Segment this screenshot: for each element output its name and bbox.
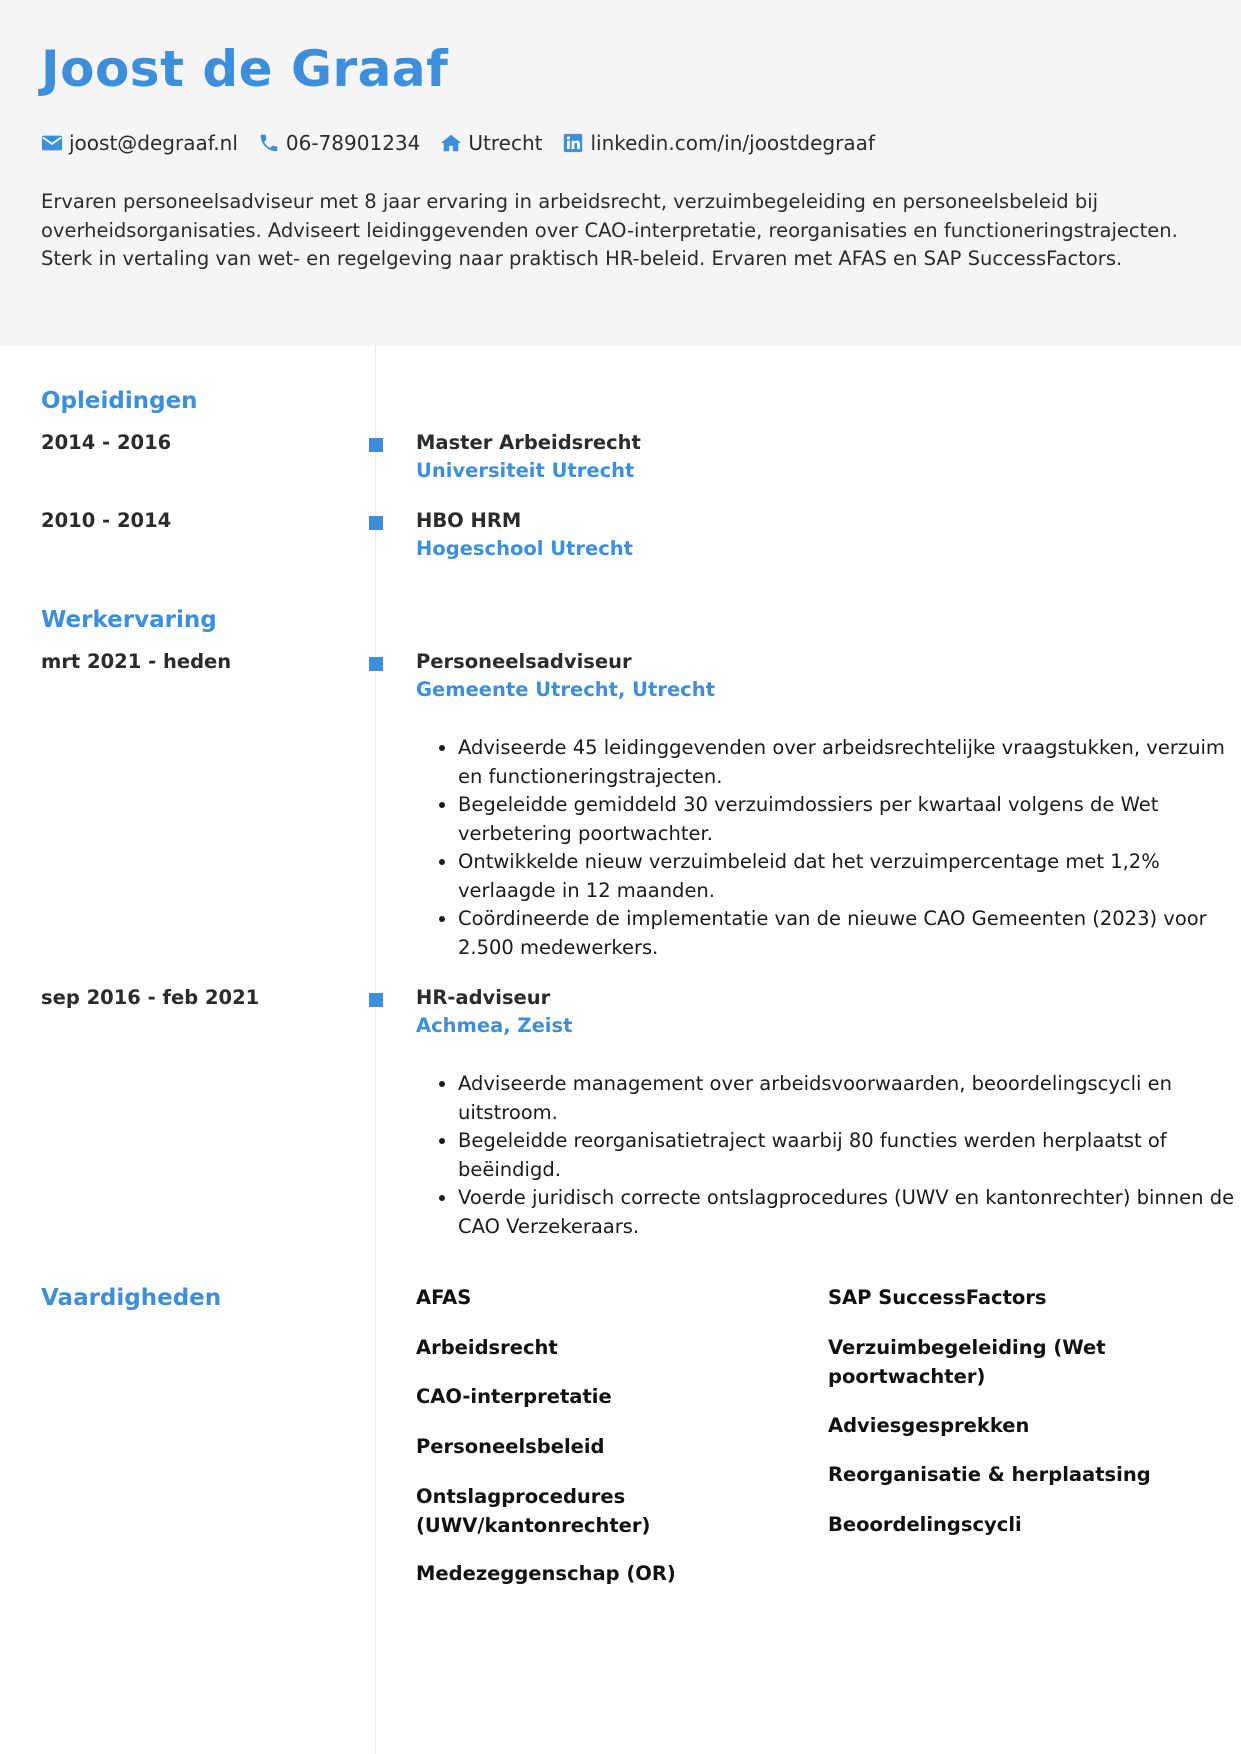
- contact-email[interactable]: [41, 131, 238, 155]
- home-icon: [440, 132, 462, 154]
- list-item: • Coördineerde de implementatie van de nieuwe CAO Gemeenten (2023) voor 2.500 medewerkers.: [458, 905, 1238, 962]
- experience-date-1: mrt 2021 - heden: [41, 650, 232, 673]
- list-item: • Voerde juridisch correcte ontslagprocedures (UWV en kantonrechter) binnen de CAO Verzekeraars.: [458, 1184, 1238, 1241]
- list-item: • Begeleidde reorganisatietraject waarbij 80 functies werden herplaatst of beëindigd.: [458, 1127, 1238, 1184]
- education-section-title: Opleidingen: [41, 388, 198, 414]
- timeline-marker: [369, 438, 383, 452]
- linkedin-icon: [562, 132, 584, 154]
- experience-company-2: Achmea, Zeist: [416, 1014, 573, 1037]
- envelope-icon: [41, 132, 63, 154]
- skill-item: Beoordelingscycli: [828, 1513, 1022, 1536]
- skill-item: SAP SuccessFactors: [828, 1286, 1047, 1309]
- skill-item: AFAS: [416, 1286, 472, 1309]
- list-item: • Begeleidde gemiddeld 30 verzuimdossiers per kwartaal volgens de Wet verbetering poortwachter.: [458, 791, 1238, 848]
- timeline-marker: [369, 993, 383, 1007]
- header: [0, 0, 1241, 346]
- education-date-1: 2014 - 2016: [41, 431, 172, 454]
- location-text: Utrecht: [468, 131, 543, 155]
- candidate-name: Joost de Graaf: [41, 40, 449, 98]
- skill-item: Ontslagprocedures (UWV/kantonrechter): [416, 1485, 651, 1537]
- linkedin-text: linkedin.com/in/joostdegraaf: [590, 131, 875, 155]
- list-item: • Adviseerde management over arbeidsvoorwaarden, beoordelingscycli en uitstroom.: [458, 1070, 1238, 1127]
- experience-bullets-1: [416, 734, 1238, 962]
- experience-bullets-2: [416, 1070, 1238, 1241]
- education-date-2: 2010 - 2014: [41, 509, 172, 532]
- contact-phone[interactable]: [258, 131, 420, 155]
- education-degree-2: HBO HRM: [416, 509, 522, 532]
- email-text: joost@degraaf.nl: [69, 131, 238, 155]
- timeline-marker: [369, 657, 383, 671]
- experience-role-2: HR-adviseur: [416, 986, 551, 1009]
- skill-item: Arbeidsrecht: [416, 1336, 558, 1359]
- phone-icon: [258, 132, 280, 154]
- skills-section-title: Vaardigheden: [41, 1285, 222, 1311]
- timeline-marker: [369, 516, 383, 530]
- education-school-1: Universiteit Utrecht: [416, 459, 635, 482]
- skill-item: Verzuimbegeleiding (Wet poortwachter): [828, 1336, 1106, 1388]
- experience-company-1: Gemeente Utrecht, Utrecht: [416, 678, 715, 701]
- contact-row: [41, 128, 895, 158]
- contact-linkedin[interactable]: [562, 131, 874, 155]
- skill-item: Personeelsbeleid: [416, 1435, 605, 1458]
- education-school-2: Hogeschool Utrecht: [416, 537, 633, 560]
- skill-item: Reorganisatie & herplaatsing: [828, 1463, 1151, 1486]
- skill-item: Adviesgesprekken: [828, 1414, 1030, 1437]
- profile-summary: Ervaren personeelsadviseur met 8 jaar ervaring in arbeidsrecht, verzuimbegeleiding en personeelsbeleid bij overheidsorganisaties. Adviseert leidinggevenden over CAO-interpretatie, reorganisaties en functioneringstrajecten. Sterk in vertaling van wet- en regelgeving naar praktisch HR-beleid. Ervaren met AFAS en SAP SuccessFactors.: [41, 190, 1178, 270]
- skill-item: Medezeggenschap (OR): [416, 1562, 676, 1585]
- contact-location: [440, 131, 542, 155]
- experience-section-title: Werkervaring: [41, 607, 217, 633]
- skill-item: CAO-interpretatie: [416, 1385, 612, 1408]
- education-degree-1: Master Arbeidsrecht: [416, 431, 641, 454]
- list-item: • Ontwikkelde nieuw verzuimbeleid dat het verzuimpercentage met 1,2% verlaagde in 12 maanden.: [458, 848, 1238, 905]
- column-divider: [375, 346, 376, 1754]
- list-item: • Adviseerde 45 leidinggevenden over arbeidsrechtelijke vraagstukken, verzuim en functioneringstrajecten.: [458, 734, 1238, 791]
- experience-date-2: sep 2016 - feb 2021: [41, 986, 260, 1009]
- experience-role-1: Personeelsadviseur: [416, 650, 632, 673]
- phone-text: 06-78901234: [285, 131, 421, 155]
